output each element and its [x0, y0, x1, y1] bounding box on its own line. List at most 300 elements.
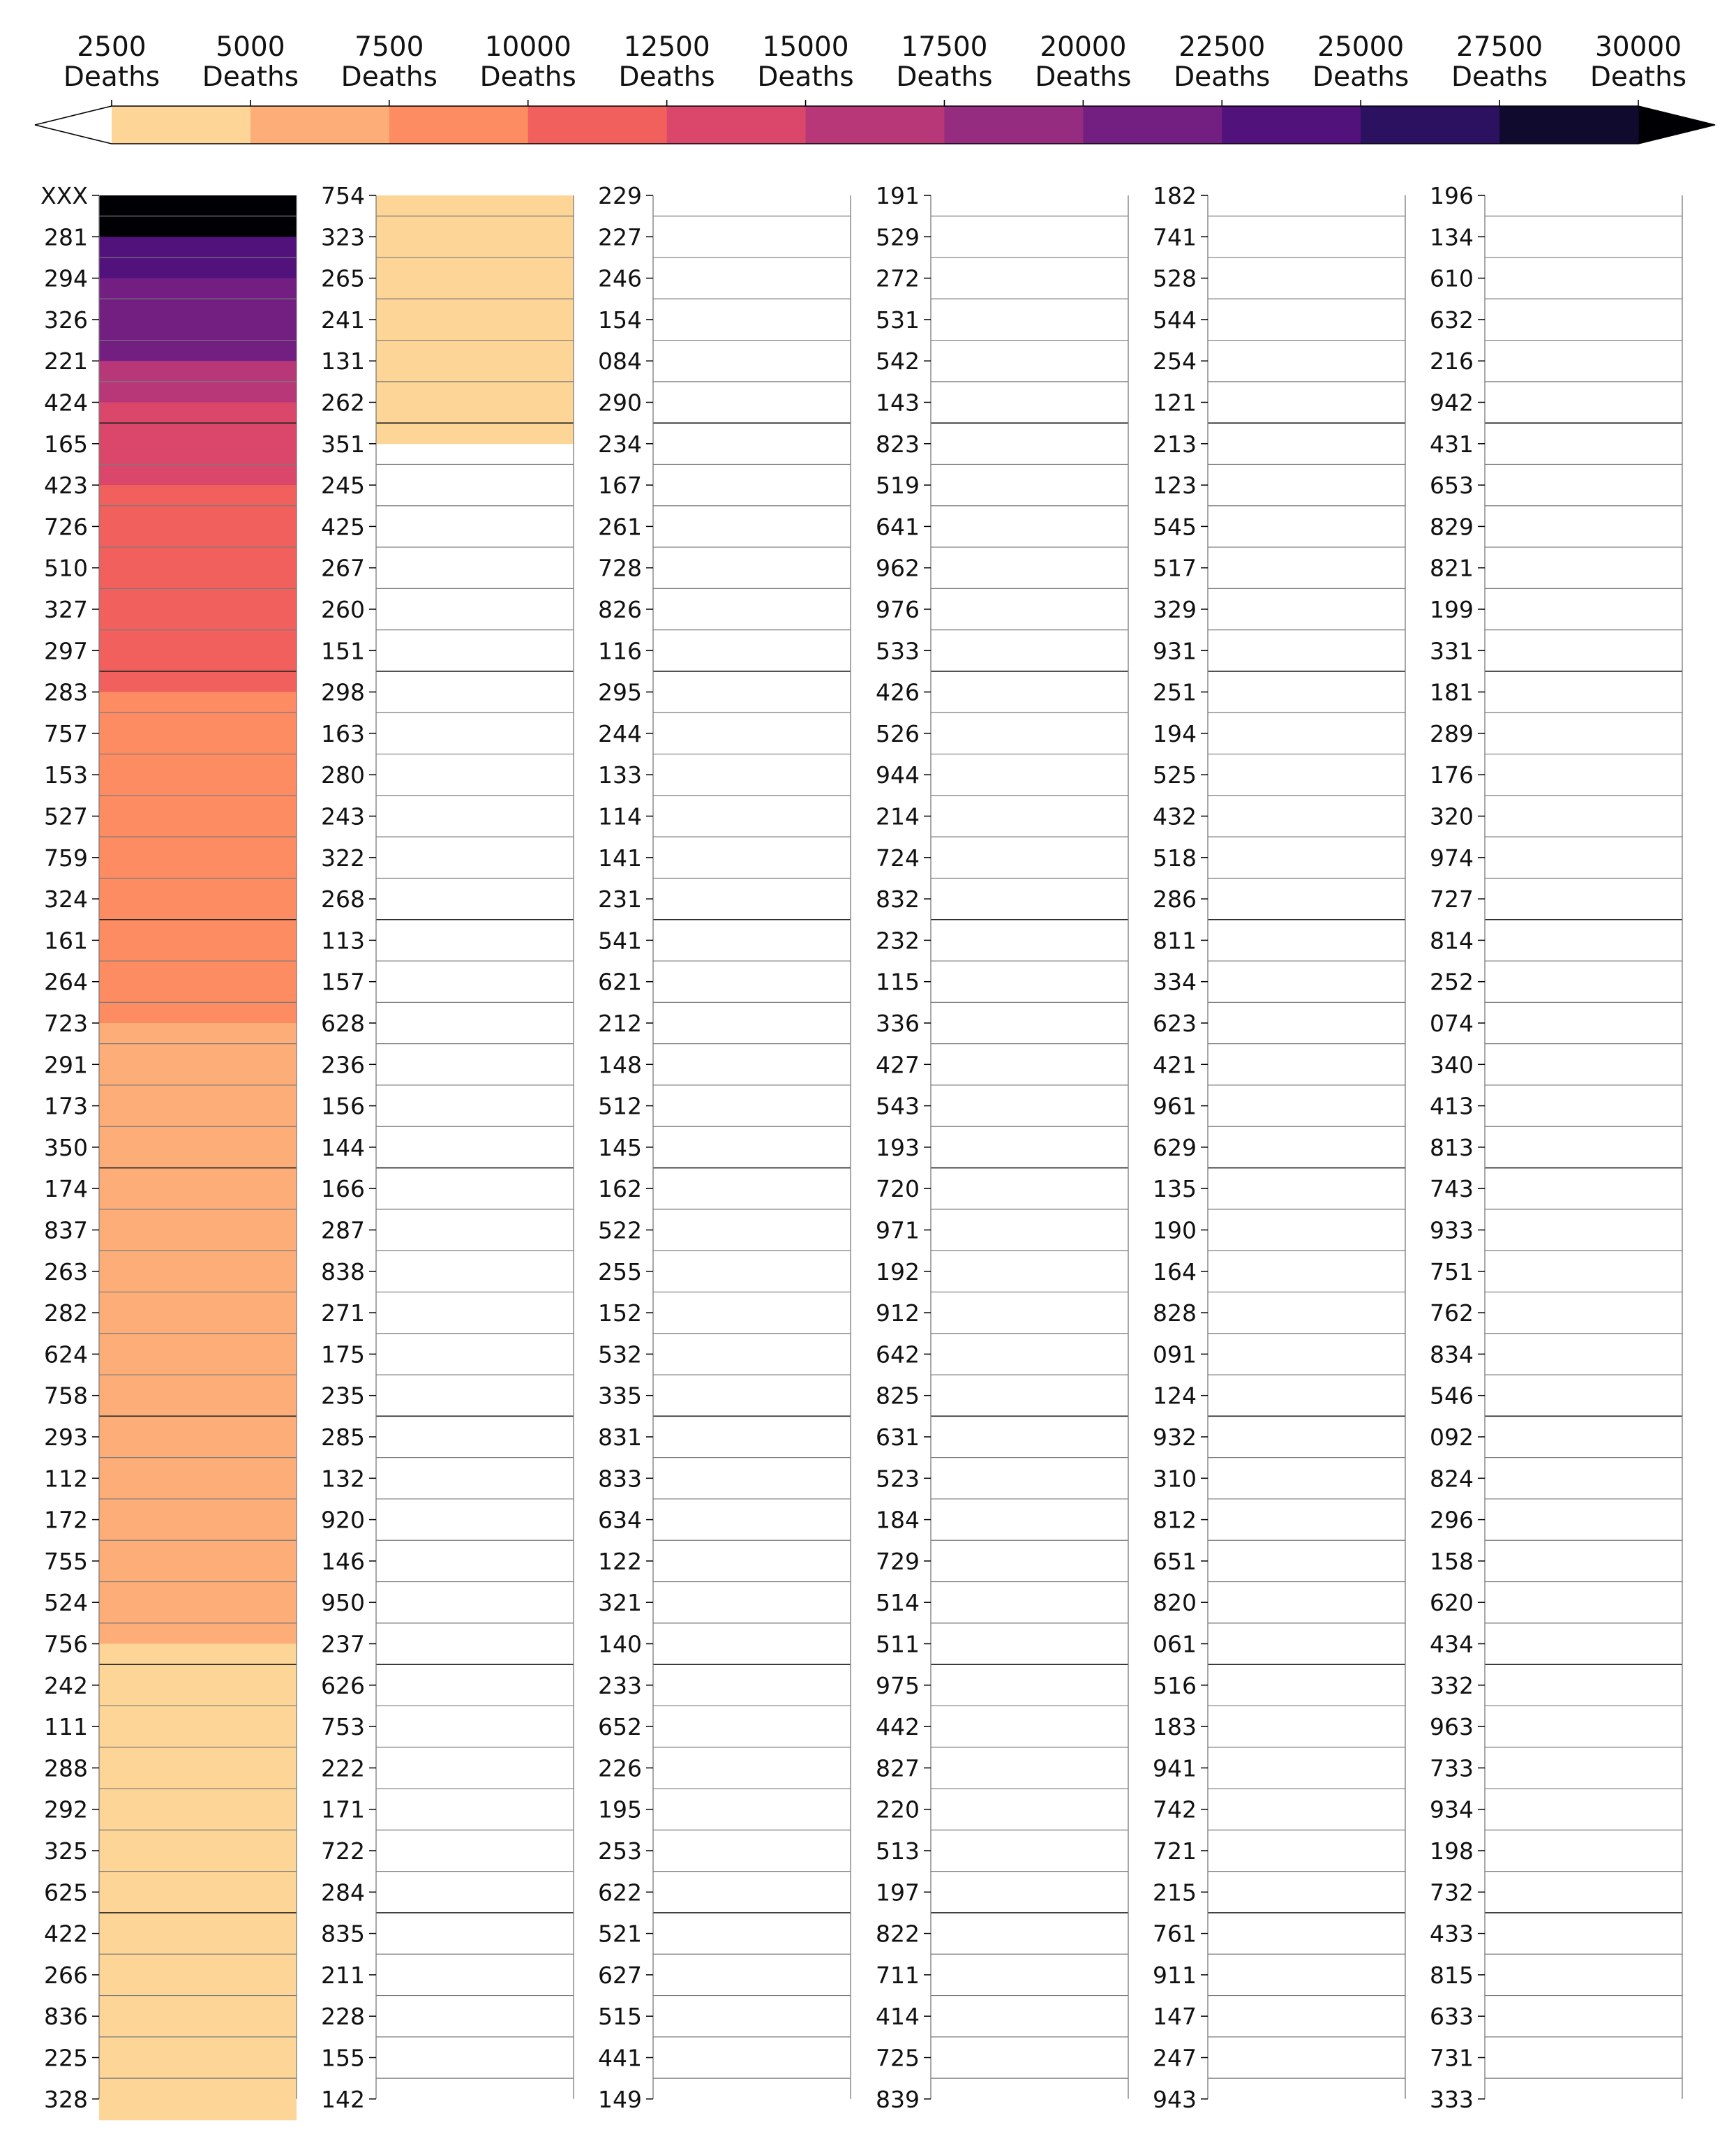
row-label: 294: [44, 264, 88, 292]
row-label: 148: [598, 1051, 642, 1079]
colorbar-bin: [528, 106, 668, 144]
row-label: 828: [1153, 1299, 1197, 1327]
row-label: 196: [1430, 182, 1474, 209]
row-label: 151: [321, 637, 365, 665]
colorbar-tick-label: 30000: [1594, 31, 1682, 63]
colorbar-tick-label: 22500: [1178, 31, 1266, 63]
row-label: 212: [598, 1010, 642, 1037]
row-label: 182: [1153, 182, 1197, 209]
row-label: 837: [44, 1216, 88, 1244]
row-label: 814: [1430, 927, 1474, 955]
row-label: 425: [321, 513, 365, 541]
row-label: 181: [1430, 678, 1474, 706]
row-label: 641: [876, 513, 920, 541]
row-label: 135: [1153, 1175, 1197, 1203]
row-label: 533: [876, 637, 920, 665]
row-label: 291: [44, 1051, 88, 1079]
heatmap-panel: [598, 182, 851, 2113]
row-label: 518: [1153, 844, 1197, 872]
row-label: 513: [876, 1837, 920, 1865]
row-label: 529: [876, 223, 920, 251]
row-label: 251: [1153, 678, 1197, 706]
row-label: 176: [1430, 761, 1474, 789]
colorbar-tick-label-unit: Deaths: [1035, 61, 1132, 93]
row-label: 237: [321, 1630, 365, 1658]
row-label: 222: [321, 1754, 365, 1782]
heatmap-panel: [876, 182, 1128, 2113]
row-label: 350: [44, 1133, 88, 1161]
row-label: 629: [1153, 1133, 1197, 1161]
row-label: 325: [44, 1837, 88, 1865]
row-label: 288: [44, 1754, 88, 1782]
row-label: 733: [1430, 1754, 1474, 1782]
row-label: 423: [44, 472, 88, 500]
row-label: 432: [1153, 803, 1197, 830]
heatmap-panel: [1153, 182, 1405, 2113]
row-label: 142: [321, 2085, 365, 2113]
row-label: 941: [1153, 1754, 1197, 1782]
row-label: 624: [44, 1341, 88, 1368]
row-label: 241: [321, 306, 365, 334]
row-label: 521: [598, 1920, 642, 1948]
row-label: 322: [321, 844, 365, 872]
row-label: 123: [1153, 472, 1197, 500]
row-label: 333: [1430, 2085, 1474, 2113]
colorbar-bin: [1083, 106, 1222, 144]
row-label: 271: [321, 1299, 365, 1327]
row-label: 511: [876, 1630, 920, 1658]
row-label: 149: [598, 2085, 642, 2113]
row-label: 162: [598, 1175, 642, 1203]
row-label: 336: [876, 1010, 920, 1037]
row-label: 829: [1430, 513, 1474, 541]
row-label: 166: [321, 1175, 365, 1203]
row-label: 145: [598, 1133, 642, 1161]
row-label: 326: [44, 306, 88, 334]
row-label: 331: [1430, 637, 1474, 665]
row-label: 833: [598, 1465, 642, 1493]
row-label: 971: [876, 1216, 920, 1244]
row-label: 267: [321, 554, 365, 582]
colorbar-tick-label-unit: Deaths: [202, 61, 299, 93]
row-label: 813: [1430, 1133, 1474, 1161]
row-label: 221: [44, 348, 88, 375]
row-label: 546: [1430, 1382, 1474, 1410]
row-label: 720: [876, 1175, 920, 1203]
row-label: 265: [321, 264, 365, 292]
row-label: 124: [1153, 1382, 1197, 1410]
row-label: 628: [321, 1010, 365, 1037]
row-label: 122: [598, 1547, 642, 1575]
row-label: 825: [876, 1382, 920, 1410]
row-label: 625: [44, 1879, 88, 1907]
row-label: 236: [321, 1051, 365, 1079]
row-label: 836: [44, 2003, 88, 2031]
row-label: 131: [321, 348, 365, 375]
row-label: 231: [598, 886, 642, 913]
row-label: 244: [598, 719, 642, 747]
row-label: 293: [44, 1424, 88, 1451]
row-label: 976: [876, 596, 920, 623]
row-label: 262: [321, 389, 365, 417]
row-label: 285: [321, 1424, 365, 1451]
row-label: 762: [1430, 1299, 1474, 1327]
row-label: 642: [876, 1341, 920, 1368]
row-label: 759: [44, 844, 88, 872]
heatmap-panel: [40, 182, 297, 2120]
row-label: 112: [44, 1465, 88, 1493]
row-label: 934: [1430, 1796, 1474, 1823]
row-label: 225: [44, 2044, 88, 2072]
row-label: 528: [1153, 264, 1197, 292]
colorbar-tick-label-unit: Deaths: [1174, 61, 1271, 93]
row-label: 272: [876, 264, 920, 292]
row-label: 834: [1430, 1341, 1474, 1368]
colorbar-tick-label-unit: Deaths: [63, 61, 160, 93]
heatmap-panel: [1430, 182, 1682, 2113]
row-label: 751: [1430, 1258, 1474, 1285]
row-label: 165: [44, 430, 88, 458]
row-label: 510: [44, 554, 88, 582]
row-label: 651: [1153, 1547, 1197, 1575]
row-label: 620: [1430, 1589, 1474, 1617]
row-label: 334: [1153, 968, 1197, 996]
row-label: 216: [1430, 348, 1474, 375]
row-label: 835: [321, 1920, 365, 1948]
row-label: 711: [876, 1961, 920, 1989]
row-label: 743: [1430, 1175, 1474, 1203]
row-label: 823: [876, 430, 920, 458]
row-label: 514: [876, 1589, 920, 1617]
row-label: 531: [876, 306, 920, 334]
colorbar-tick-label: 12500: [623, 31, 710, 63]
row-label: 074: [1430, 1010, 1474, 1037]
row-label: 163: [321, 719, 365, 747]
row-label: 111: [44, 1713, 88, 1741]
row-label: 184: [876, 1506, 920, 1534]
row-label: 932: [1153, 1424, 1197, 1451]
row-label: 141: [598, 844, 642, 872]
row-label: 340: [1430, 1051, 1474, 1079]
row-label: 933: [1430, 1216, 1474, 1244]
row-label: 229: [598, 182, 642, 209]
row-label: 741: [1153, 223, 1197, 251]
row-label: 211: [321, 1961, 365, 1989]
row-label: 220: [876, 1796, 920, 1823]
row-label: 247: [1153, 2044, 1197, 2072]
row-label: 234: [598, 430, 642, 458]
colorbar-tick-label-unit: Deaths: [1589, 61, 1687, 93]
row-label: 757: [44, 719, 88, 747]
colorbar-tick-label-unit: Deaths: [896, 61, 993, 93]
row-label: 213: [1153, 430, 1197, 458]
colorbar: [35, 31, 1715, 144]
row-label: 811: [1153, 927, 1197, 955]
row-label: 121: [1153, 389, 1197, 417]
row-label: 839: [876, 2085, 920, 2113]
row-label: 153: [44, 761, 88, 789]
colorbar-bin: [944, 106, 1084, 144]
row-label: 323: [321, 223, 365, 251]
colorbar-tick-label: 20000: [1040, 31, 1127, 63]
row-label: 328: [44, 2085, 88, 2113]
row-label: 610: [1430, 264, 1474, 292]
row-label: 161: [44, 927, 88, 955]
row-label: 252: [1430, 968, 1474, 996]
colorbar-tick-label-unit: Deaths: [341, 61, 437, 93]
row-label: 725: [876, 2044, 920, 2072]
row-label: 324: [44, 886, 88, 913]
row-label: 114: [598, 803, 642, 830]
row-label: 091: [1153, 1341, 1197, 1368]
row-label: 727: [1430, 886, 1474, 913]
row-label: 632: [1430, 306, 1474, 334]
row-label: 264: [44, 968, 88, 996]
row-label: 158: [1430, 1547, 1474, 1575]
row-label: 233: [598, 1671, 642, 1699]
row-label: 622: [598, 1879, 642, 1907]
row-label: 175: [321, 1341, 365, 1368]
row-label: 253: [598, 1837, 642, 1865]
row-label: 722: [321, 1837, 365, 1865]
row-label: 146: [321, 1547, 365, 1575]
row-label: 543: [876, 1092, 920, 1120]
row-label: 512: [598, 1092, 642, 1120]
row-label: 422: [44, 1920, 88, 1948]
row-label: 143: [876, 389, 920, 417]
row-label: 824: [1430, 1465, 1474, 1493]
row-label: 198: [1430, 1837, 1474, 1865]
row-label: 433: [1430, 1920, 1474, 1948]
row-label: 084: [598, 348, 642, 375]
colorbar-tick-label-unit: Deaths: [1451, 61, 1548, 93]
row-label: 519: [876, 472, 920, 500]
row-label: 726: [44, 513, 88, 541]
row-label: 522: [598, 1216, 642, 1244]
row-label: 753: [321, 1713, 365, 1741]
row-label: 920: [321, 1506, 365, 1534]
colorbar-tick-label-unit: Deaths: [1312, 61, 1409, 93]
row-label: 242: [44, 1671, 88, 1699]
row-label: 728: [598, 554, 642, 582]
row-label: 944: [876, 761, 920, 789]
row-label: 631: [876, 1424, 920, 1451]
row-label: 755: [44, 1547, 88, 1575]
row-label: 144: [321, 1133, 365, 1161]
colorbar-tick-label: 5000: [216, 31, 285, 63]
row-label: 831: [598, 1424, 642, 1451]
row-label: 911: [1153, 1961, 1197, 1989]
row-label: 943: [1153, 2085, 1197, 2113]
row-label: 950: [321, 1589, 365, 1617]
row-label: 653: [1430, 472, 1474, 500]
row-label: 245: [321, 472, 365, 500]
row-label: 115: [876, 968, 920, 996]
row-label: 246: [598, 264, 642, 292]
row-label: 517: [1153, 554, 1197, 582]
colorbar-bin: [250, 106, 390, 144]
row-label: 332: [1430, 1671, 1474, 1699]
row-label: 286: [1153, 886, 1197, 913]
row-label: 742: [1153, 1796, 1197, 1823]
row-label: 724: [876, 844, 920, 872]
colorbar-tick-label-unit: Deaths: [618, 61, 715, 93]
row-label: 421: [1153, 1051, 1197, 1079]
row-label: 167: [598, 472, 642, 500]
colorbar-tick-label: 25000: [1317, 31, 1405, 63]
row-label: 283: [44, 678, 88, 706]
row-label: 227: [598, 223, 642, 251]
row-label: 226: [598, 1754, 642, 1782]
row-label: 634: [598, 1506, 642, 1534]
row-label: 260: [321, 596, 365, 623]
row-label: 524: [44, 1589, 88, 1617]
row-label: 812: [1153, 1506, 1197, 1534]
row-label: 627: [598, 1961, 642, 1989]
row-label: 516: [1153, 1671, 1197, 1699]
row-label: 199: [1430, 596, 1474, 623]
row-label: 442: [876, 1713, 920, 1741]
row-label: 195: [598, 1796, 642, 1823]
row-label: 235: [321, 1382, 365, 1410]
row-label: 652: [598, 1713, 642, 1741]
row-label: 761: [1153, 1920, 1197, 1948]
row-label: 961: [1153, 1092, 1197, 1120]
row-label: 280: [321, 761, 365, 789]
colorbar-tick-label: 15000: [762, 31, 849, 63]
row-label: 298: [321, 678, 365, 706]
row-label: 171: [321, 1796, 365, 1823]
row-label: 431: [1430, 430, 1474, 458]
row-label: 526: [876, 719, 920, 747]
row-label: 132: [321, 1465, 365, 1493]
row-label: 731: [1430, 2044, 1474, 2072]
row-label: 140: [598, 1630, 642, 1658]
row-label: 426: [876, 678, 920, 706]
row-label: 287: [321, 1216, 365, 1244]
colorbar-bin: [389, 106, 529, 144]
row-label: 292: [44, 1796, 88, 1823]
row-label: 214: [876, 803, 920, 830]
row-label: 061: [1153, 1630, 1197, 1658]
row-label: 133: [598, 761, 642, 789]
row-label: 335: [598, 1382, 642, 1410]
row-label: 092: [1430, 1424, 1474, 1451]
colorbar-tick-label: 27500: [1456, 31, 1543, 63]
row-label: 821: [1430, 554, 1474, 582]
colorbar-tick-label: 7500: [354, 31, 424, 63]
row-label: 441: [598, 2044, 642, 2072]
row-label: 191: [876, 182, 920, 209]
heatmap-cell: [99, 2099, 297, 2121]
heatmap-panels: [40, 182, 1682, 2120]
row-label: 962: [876, 554, 920, 582]
row-label: 263: [44, 1258, 88, 1285]
row-label: 729: [876, 1547, 920, 1575]
row-label: 164: [1153, 1258, 1197, 1285]
row-label: 157: [321, 968, 365, 996]
row-label: 931: [1153, 637, 1197, 665]
row-label: 172: [44, 1506, 88, 1534]
colorbar-over-triangle: [1638, 106, 1715, 144]
row-label: 544: [1153, 306, 1197, 334]
row-label: 826: [598, 596, 642, 623]
row-label: 113: [321, 927, 365, 955]
row-label: 413: [1430, 1092, 1474, 1120]
row-label: 174: [44, 1175, 88, 1203]
row-label: 427: [876, 1051, 920, 1079]
row-label: 942: [1430, 389, 1474, 417]
row-label: 282: [44, 1299, 88, 1327]
row-label: 155: [321, 2044, 365, 2072]
row-label: 975: [876, 1671, 920, 1699]
row-label: 732: [1430, 1879, 1474, 1907]
row-label: 289: [1430, 719, 1474, 747]
row-label: 822: [876, 1920, 920, 1948]
row-label: 756: [44, 1630, 88, 1658]
row-label: 827: [876, 1754, 920, 1782]
row-label: 721: [1153, 1837, 1197, 1865]
row-label: 295: [598, 678, 642, 706]
heatmap-panel: [321, 182, 574, 2113]
row-label: 134: [1430, 223, 1474, 251]
row-label: 754: [321, 182, 365, 209]
row-label: 815: [1430, 1961, 1474, 1989]
row-label: 623: [1153, 1010, 1197, 1037]
colorbar-under-triangle: [35, 106, 112, 144]
colorbar-bin: [806, 106, 945, 144]
colorbar-tick-label: 10000: [484, 31, 571, 63]
row-label: 147: [1153, 2003, 1197, 2031]
row-label: 194: [1153, 719, 1197, 747]
row-label: 290: [598, 389, 642, 417]
colorbar-tick-label-unit: Deaths: [479, 61, 576, 93]
row-label: 532: [598, 1341, 642, 1368]
row-label: 261: [598, 513, 642, 541]
row-label: 254: [1153, 348, 1197, 375]
row-label: 255: [598, 1258, 642, 1285]
row-label: 320: [1430, 803, 1474, 830]
row-label: 266: [44, 1961, 88, 1989]
colorbar-bin: [667, 106, 807, 144]
row-label: 633: [1430, 2003, 1474, 2031]
row-label: 542: [876, 348, 920, 375]
row-label: 974: [1430, 844, 1474, 872]
row-label: 832: [876, 886, 920, 913]
row-label: 281: [44, 223, 88, 251]
row-label: 321: [598, 1589, 642, 1617]
row-label: 190: [1153, 1216, 1197, 1244]
row-label: 183: [1153, 1713, 1197, 1741]
row-label: 414: [876, 2003, 920, 2031]
row-label: 173: [44, 1092, 88, 1120]
row-label: 912: [876, 1299, 920, 1327]
colorbar-bin: [1361, 106, 1500, 144]
row-label: 310: [1153, 1465, 1197, 1493]
row-label: 197: [876, 1879, 920, 1907]
row-label: 351: [321, 430, 365, 458]
row-label: 193: [876, 1133, 920, 1161]
row-label: 192: [876, 1258, 920, 1285]
row-label: 626: [321, 1671, 365, 1699]
row-label: 284: [321, 1879, 365, 1907]
row-label: 523: [876, 1465, 920, 1493]
row-label: 434: [1430, 1630, 1474, 1658]
row-label: 329: [1153, 596, 1197, 623]
row-label: XXX: [40, 182, 88, 209]
row-label: 116: [598, 637, 642, 665]
row-label: 232: [876, 927, 920, 955]
